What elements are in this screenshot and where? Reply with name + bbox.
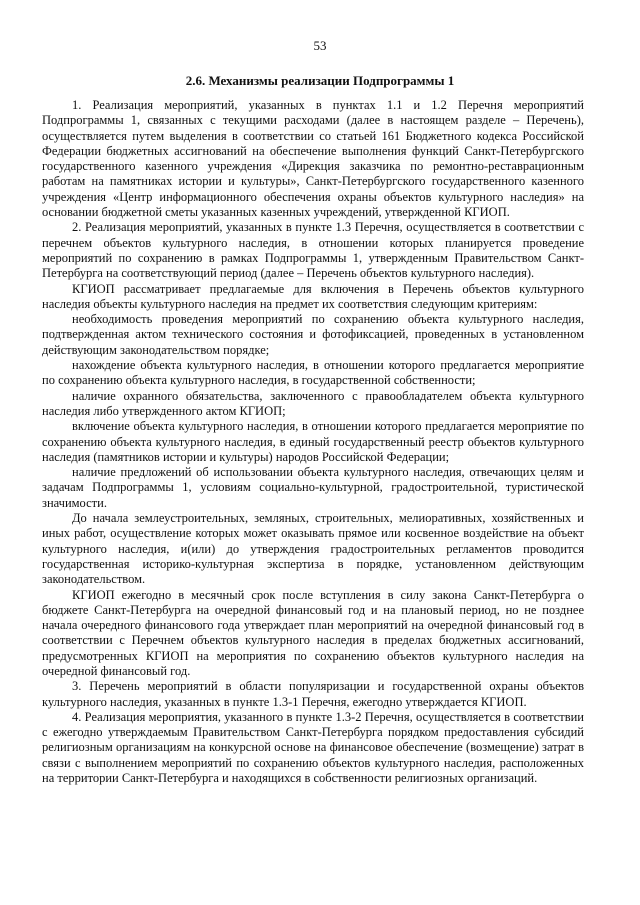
paragraph-2: 2. Реализация мероприятий, указанных в пункте 1.3 Перечня, осуществляется в соответствии с перечнем объектов культурного наследия, в отношении которых планируется проведение мероприятий по сохранению в рамках Подпрограммы 1, утвержденным Правительством Санкт-Петербурга на соответствующий период (далее – Перечень объектов культурного наследия). <box>42 220 584 281</box>
criterion-state-ownership: нахождение объекта культурного наследия, в отношении которого предлагается мероприятие по сохранению объекта культурного наследия, в государственной собственности; <box>42 358 584 388</box>
document-body <box>42 98 584 786</box>
page-number: 53 <box>313 38 327 53</box>
criterion-usage-proposals: наличие предложений об использовании объекта культурного наследия, отвечающих целям и задачам Подпрограммы 1, условиям социально-культурной, градостроительной, туристической значимости. <box>42 465 584 510</box>
paragraph-3: 3. Перечень мероприятий в области популяризации и государственной охраны объектов культурного наследия, указанных в пункте 1.3-1 Перечня, ежегодно утверждается КГИОП. <box>42 679 584 709</box>
paragraph-4: 4. Реализация мероприятия, указанного в пункте 1.3-2 Перечня, осуществляется в соответствии с ежегодно утверждаемым Правительством Санкт-Петербурга порядком предоставления субсидий религиозным организациям на конкурсной основе на финансовое обеспечение (возмещение) затрат в связи с выполнением мероприятий по сохранению объектов культурного наследия, расположенных на территории Санкт-Петербурга и находящихся в собственности религиозных организаций. <box>42 709 584 786</box>
criterion-necessity: необходимость проведения мероприятий по сохранению объекта культурного наследия, подтвержденная актом технического состояния и фотофиксацией, проведенных в установленном действующим законодательством порядке; <box>42 312 584 357</box>
paragraph-annual-plan: КГИОП ежегодно в месячный срок после вступления в силу закона Санкт-Петербурга о бюджете Санкт-Петербурга на очередной финансовый год и на плановый период, но не позднее начала очередного финансового года утверждает план мероприятий на очередной финансовый год в соответствии с Перечнем объектов культурного наследия в пределах бюджетных ассигнований, предусмотренных КГИОП на мероприятия по сохранению объектов культурного наследия на очередной финансовый год. <box>42 587 584 678</box>
paragraph-criteria-intro: КГИОП рассматривает предлагаемые для включения в Перечень объектов культурного наследия объекты культурного наследия на предмет их соответствия следующим критериям: <box>42 281 584 311</box>
paragraph-1: 1. Реализация мероприятий, указанных в пунктах 1.1 и 1.2 Перечня мероприятий Подпрограммы 1, связанных с текущими расходами (далее в настоящем разделе – Перечень), осуществляется путем выделения в соответствии со статьей 161 Бюджетного кодекса Российской Федерации бюджетных ассигнований на обеспечение выполнения функций Санкт-Петербургского государственного казенного учреждения «Дирекция заказчика по ремонтно-реставрационным работам на памятниках истории и культуры», Санкт-Петербургского государственного казенного учреждения «Центр информационного обеспечения охраны объектов культурного наследия» на основании бюджетной сметы указанных казенных учреждений, утвержденной КГИОП. <box>42 98 584 220</box>
criterion-protection-obligation: наличие охранного обязательства, заключенного с правообладателем объекта культурного наследия либо утвержденного актом КГИОП; <box>42 388 584 418</box>
paragraph-expertise: До начала землеустроительных, земляных, строительных, мелиоративных, хозяйственных и иных работ, осуществление которых может оказывать прямое или косвенное воздействие на объект культурного наследия, и(или) до утверждения градостроительных регламентов проводится государственная историко-культурная экспертиза в порядке, установленном действующим законодательством. <box>42 511 584 587</box>
section-heading: 2.6. Механизмы реализации Подпрограммы 1 <box>185 73 455 88</box>
criterion-registry: включение объекта культурного наследия, в отношении которого предлагается мероприятие по сохранению объекта культурного наследия, в единый государственный реестр объектов культурного наследия (памятников истории и культуры) народов Российской Федерации; <box>42 419 584 464</box>
